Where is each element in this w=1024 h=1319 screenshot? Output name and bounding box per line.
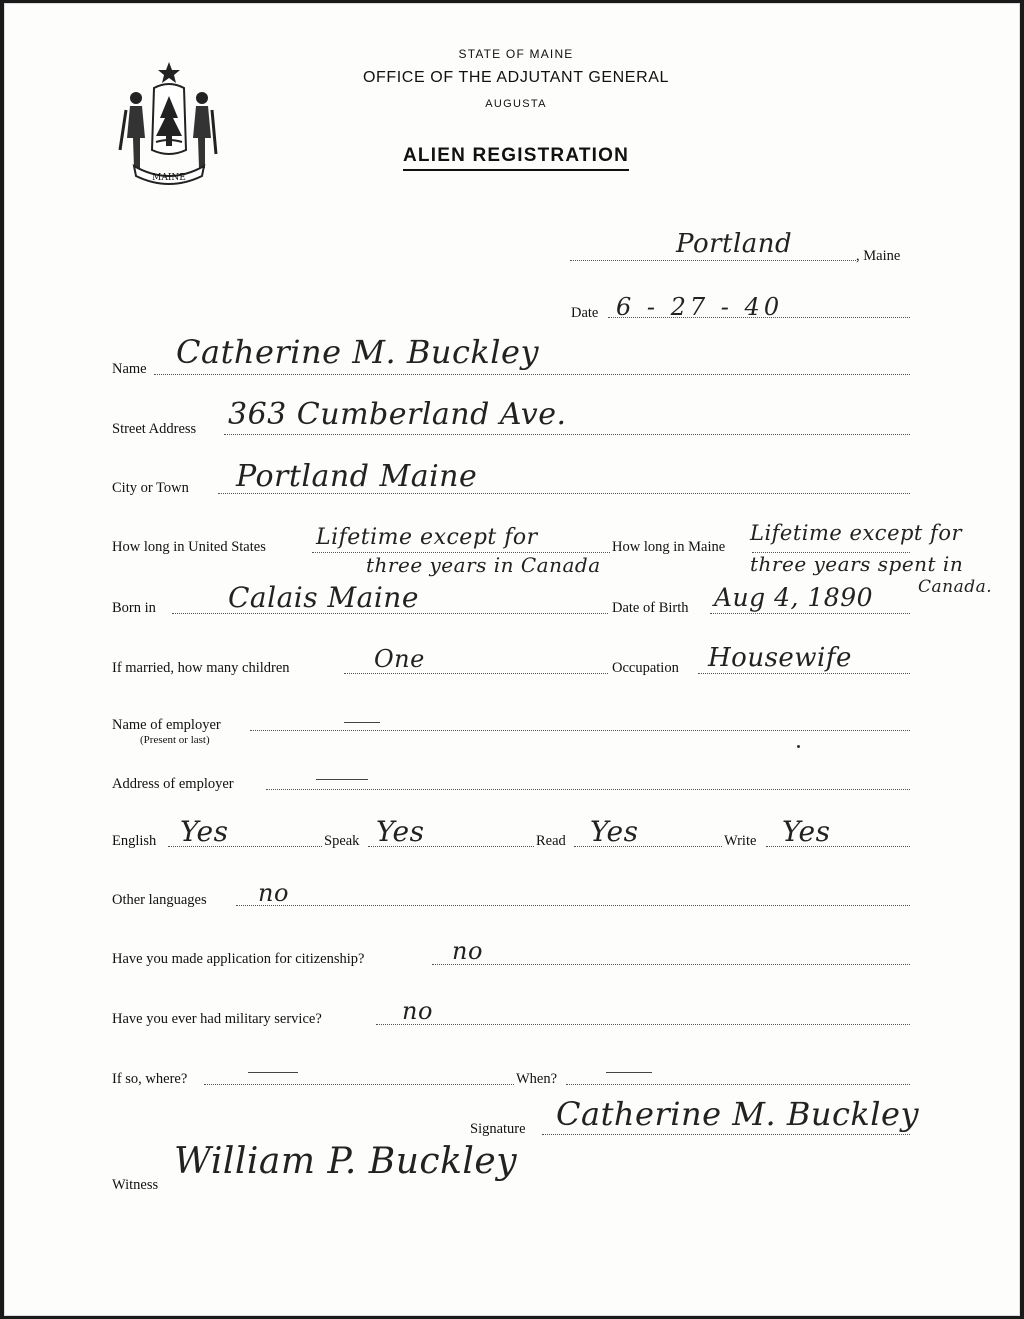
place-value: Portland [676,229,793,259]
speak-value: Yes [376,815,425,848]
name-value: Catherine M. Buckley [176,333,540,371]
how-long-us-value-line1: Lifetime except for [316,525,538,550]
speak-label: Speak [324,833,360,849]
read-value: Yes [590,815,639,848]
employer-name-dash [344,722,380,723]
occupation-value: Housewife [708,643,852,673]
registration-form [4,3,1020,1316]
office-heading: OFFICE OF THE ADJUTANT GENERAL [362,69,670,86]
how-long-maine-value-line1: Lifetime except for [750,521,963,545]
children-label: If married, how many children [112,660,290,676]
citizenship-value: no [452,937,483,965]
when-label: When? [516,1071,558,1087]
citizenship-label: Have you made application for citizenship? [112,951,365,967]
place-line [570,260,856,261]
occupation-line [698,673,910,674]
witness-value: William P. Buckley [174,1141,518,1182]
military-line [376,1024,910,1025]
form-title-text: ALIEN REGISTRATION [403,145,629,171]
state-heading: STATE OF MAINE [458,47,574,61]
street-line [224,434,910,435]
write-value: Yes [782,815,831,848]
employer-name-line [250,730,910,731]
employer-name-label: Name of employer [112,717,221,733]
name-line [154,374,910,375]
when-dash [606,1072,652,1073]
other-languages-label: Other languages [112,892,207,908]
when-line [566,1084,910,1085]
write-label: Write [724,833,757,849]
date-of-birth-line [710,613,910,614]
signature-value: Catherine M. Buckley [556,1095,920,1133]
employer-name-note: (Present or last) [140,734,210,746]
other-languages-line [236,905,910,906]
employer-address-label: Address of employer [112,776,234,792]
date-label: Date [571,305,599,321]
born-in-label: Born in [112,600,156,616]
form-title [304,145,728,167]
date-of-birth-label: Date of Birth [612,600,689,616]
where-dash [248,1072,298,1073]
military-label: Have you ever had military service? [112,1011,322,1027]
street-value: 363 Cumberland Ave. [228,397,567,432]
date-value: 6 - 27 - 40 [616,293,784,321]
city-value: Portland Maine [236,459,478,494]
how-long-us-value-line2: three years in Canada [366,553,601,577]
where-label: If so, where? [112,1071,188,1087]
employer-address-dash [316,779,368,780]
citizenship-line [432,964,910,965]
read-label: Read [536,833,566,849]
other-languages-value: no [258,879,289,907]
how-long-maine-value-line2: three years spent in [750,552,964,576]
name-label: Name [112,361,147,377]
how-long-us-label: How long in United States [112,539,266,555]
stray-mark [797,745,800,748]
how-long-maine-label: How long in Maine [612,539,726,555]
signature-line [542,1134,910,1135]
children-line [344,673,608,674]
how-long-maine-value-line3: Canada. [918,577,993,597]
english-value: Yes [180,815,229,848]
city-heading: AUGUSTA [485,98,547,110]
where-line [204,1084,514,1085]
occupation-label: Occupation [612,660,679,676]
street-label: Street Address [112,421,197,437]
military-value: no [402,997,433,1025]
place-suffix-label: , Maine [856,248,901,264]
witness-label: Witness [112,1177,159,1193]
children-value: One [374,645,425,673]
english-label: English [112,833,157,849]
date-of-birth-value: Aug 4, 1890 [714,583,874,612]
born-in-value: Calais Maine [228,581,419,614]
city-label: City or Town [112,480,189,496]
employer-address-line [266,789,910,790]
state-seal-icon [116,58,222,188]
seal-text: MAINE [152,173,186,183]
signature-label: Signature [470,1121,526,1137]
